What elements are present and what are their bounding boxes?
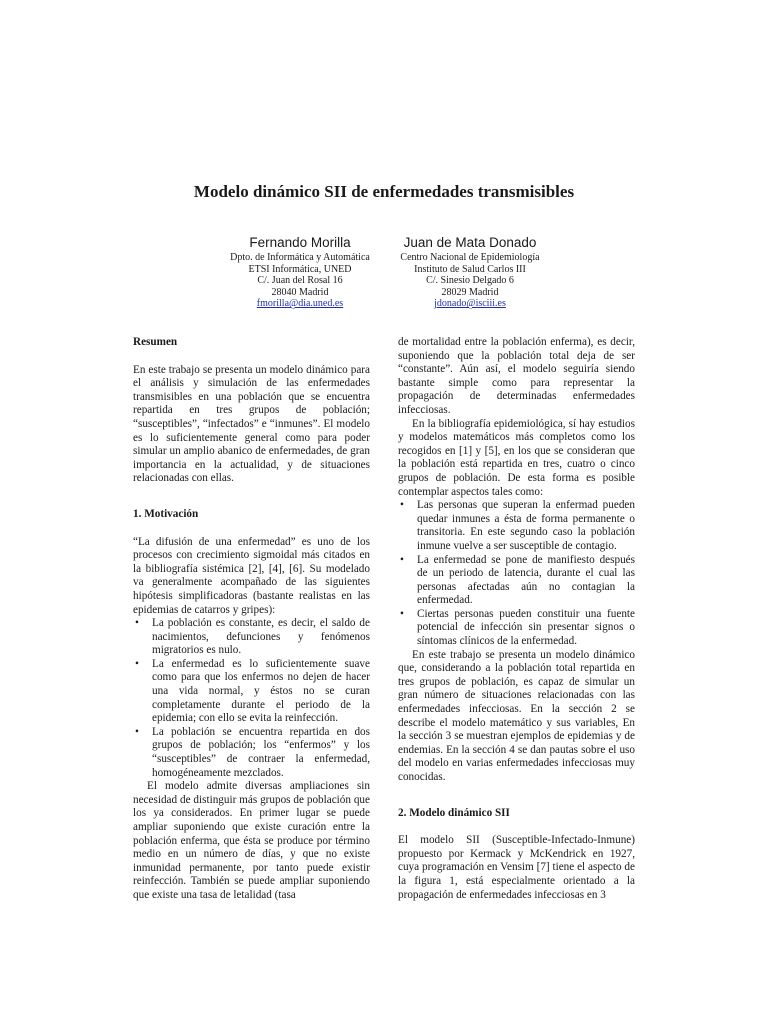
author-email-link[interactable]: jdonado@isciii.es	[434, 298, 506, 310]
author-name: Fernando Morilla	[249, 235, 351, 250]
author-institution: ETSI Informática, UNED	[248, 263, 352, 275]
left-column	[133, 336, 370, 903]
author-email-link[interactable]: fmorilla@dia.uned.es	[256, 298, 344, 310]
author-block-2	[360, 234, 580, 310]
resumen-text: En este trabajo se presenta un modelo dinámico para el análisis y simulación de las enfermedades transmisibles en una población que se encuentra repartida en tres grupos de población; “susceptibles”, “infectados” e “inmunes”. El modelo es lo suficientemente general como para poder simular un amplio abanico de enfermedades, de gran importancia en la actualidad, y de situaciones relacionadas con ellas.	[133, 363, 370, 485]
author-city: 28040 Madrid	[271, 286, 329, 298]
body-paragraph: de mortalidad entre la población enferma), es decir, suponiendo que la población total deja de ser “constante”. Aún así, el modelo seguiría siendo bastante simple como para representar la propagación de determinadas enfermedades infecciosas.	[398, 336, 635, 416]
body-paragraph: El modelo SII (Susceptible-Infectado-Inmune) propuesto por Kermack y McKendrick en 1927, cuya programación en Vensim [7] tiene el aspecto de la figura 1, está especialmente orientado a la propagación de enfermedades infecciosas en 3	[398, 834, 635, 901]
body-paragraph: El modelo admite diversas ampliaciones sin necesidad de distinguir más grupos de población que los ya considerados. En primer lugar se puede ampliar suponiendo que existe curación entre la población enferma, que ésta se produce por término medio en un número de días, y que no existe inmunidad permanente, por tanto puede existir reinfección. También se puede ampliar suponiendo que existe una tasa de letalidad (tasa	[133, 780, 370, 901]
author-city: 28029 Madrid	[441, 286, 499, 298]
author-affiliation: Centro Nacional de Epidemiología	[400, 252, 540, 263]
author-affiliation: Dpto. de Informática y Automática	[230, 252, 370, 263]
author-address: C/. Juan del Rosal 16	[257, 275, 343, 287]
list-item: • La enfermedad es lo suficientemente suave como para que los enfermos no dejen de hacer una vida normal, y éstos no se curan completamente durante el periodo de la epidemia; con ello se evita la reinfección.	[133, 658, 370, 726]
motivacion-intro: “La difusión de una enfermedad” es uno de los procesos con crecimiento sigmoidal más citados en la bibliografía sistémica [2], [4], [6]. Su modelado va generalmente acompañado de las siguientes hipótesis simplificadoras (bastante realistas en las epidemias de catarros y gripes):	[133, 535, 370, 616]
list-item: • La enfermedad se pone de manifiesto después de un periodo de latencia, durante el cual las personas afectadas aún no contagian la enfermedad.	[398, 554, 635, 608]
author-name: Juan de Mata Donado	[403, 235, 537, 250]
resumen-heading: Resumen	[133, 336, 178, 348]
body-paragraph: En la bibliografía epidemiológica, sí hay estudios y modelos matemáticos más completos como los recogidos en [1] y [5], en los que se consideran que la población está repartida en tres, cuatro o cinco grupos de población. De esta forma es posible contemplar aspectos tales como:	[398, 417, 635, 498]
list-item: • La población se encuentra repartida en dos grupos de población; los “enfermos” y los “susceptibles” de contraer la enfermedad, homogéneamente mezclados.	[133, 726, 370, 780]
right-column	[398, 336, 635, 902]
paper-title: Modelo dinámico SII de enfermedades transmisibles	[193, 182, 575, 201]
list-item: • Las personas que superan la enfermad pueden quedar inmunes a ésta de forma permanente o transitoria. En este segundo caso la población inmune vuelve a ser susceptible de contagio.	[398, 499, 635, 553]
hypotheses-list	[133, 617, 370, 780]
section-heading-modelo: 2. Modelo dinámico SII	[398, 806, 510, 819]
author-address: C/. Sinesio Delgado 6	[426, 275, 514, 287]
body-paragraph: En este trabajo se presenta un modelo dinámico que, considerando a la población total repartida en tres grupos de población, es capaz de simular un gran número de situaciones relacionadas con las enfermedades infecciosas. En la sección 2 se describe el modelo matemático y sus variables, En la sección 3 se muestran ejemplos de epidemias y de endemias. En la sección 4 se dan pautas sobre el uso del modelo en varias enfermedades infecciosas muy conocidas.	[398, 648, 635, 783]
author-institution: Instituto de Salud Carlos III	[414, 263, 526, 275]
section-heading-motivacion: 1. Motivación	[133, 507, 199, 520]
list-item: • La población es constante, es decir, el saldo de nacimientos, defunciones y fenómenos migratorios es nulo.	[133, 617, 370, 658]
aspects-list	[398, 499, 635, 649]
list-item: • Ciertas personas pueden constituir una fuente potencial de infección sin presentar signos o síntomas clínicos de la enfermedad.	[398, 608, 635, 649]
